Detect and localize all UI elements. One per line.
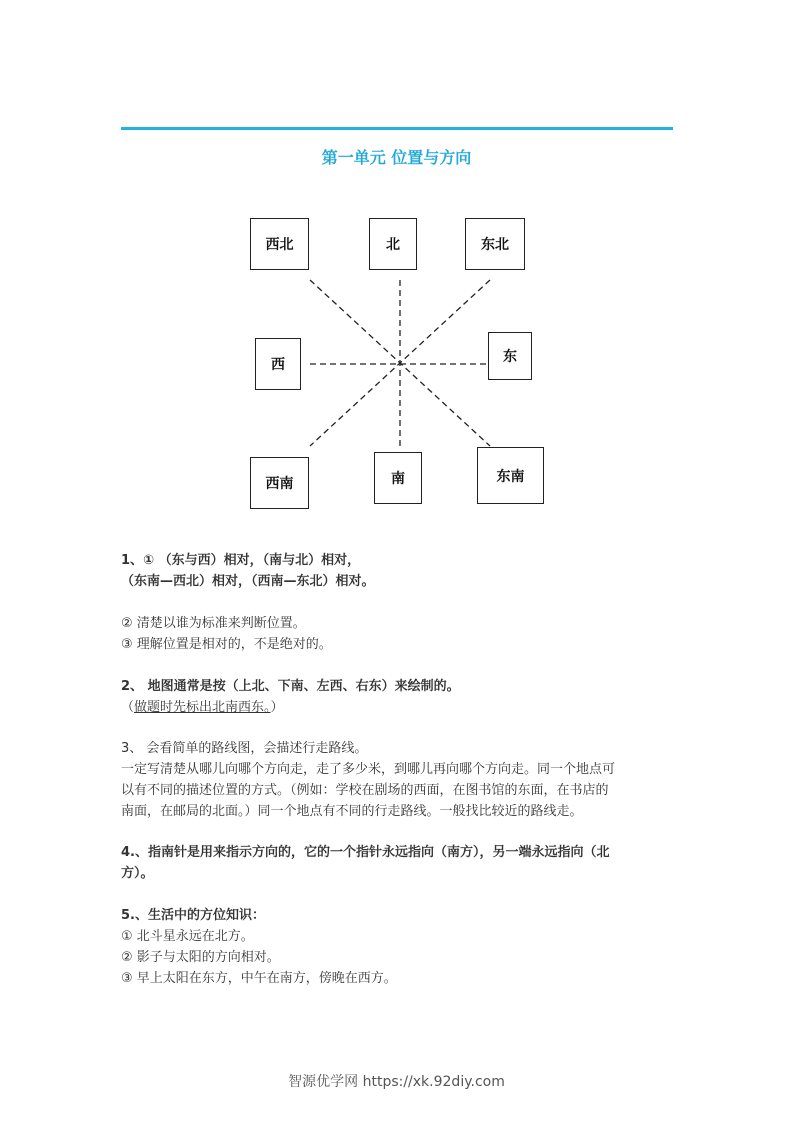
label-east: 东 <box>503 349 517 365</box>
box-northeast <box>465 218 525 270</box>
item-3-line-2: 一定写清楚从哪儿向哪个方向走，走了多少米，到哪儿再向哪个方向走。同一个地点可 <box>121 762 616 777</box>
label-north: 北 <box>386 237 400 253</box>
item-3 <box>121 738 681 822</box>
label-west: 西 <box>271 357 285 373</box>
item-2-line-1: 2、 地图通常是按（上北、下南、左西、右东）来绘制的。 <box>121 679 460 694</box>
item-5-line-1: 5.、生活中的方位知识： <box>121 908 265 923</box>
item-2-paren-close: ） <box>270 700 284 715</box>
page-title: 第一单元 位置与方向 <box>321 148 472 167</box>
box-east <box>488 332 532 380</box>
box-west <box>255 338 301 390</box>
item-2-line-2 <box>121 697 681 718</box>
item-2-paren-open: （ <box>121 700 135 715</box>
item-2-underlined-tip: 做题时先标出北南西东。 <box>134 700 271 715</box>
label-southeast: 东南 <box>496 468 525 485</box>
item-3-line-1: 3、 会看简单的路线图，会描述行走路线。 <box>121 741 368 756</box>
item-1 <box>121 550 681 655</box>
box-northwest <box>250 218 309 270</box>
item-5 <box>121 905 681 989</box>
box-southwest <box>250 457 309 509</box>
item-5-line-4: ③ 早上太阳在东方，中午在南方，傍晚在西方。 <box>121 971 397 986</box>
item-4-line-1: 4.、指南针是用来指示方向的，它的一个指针永远指向（南方），另一端永远指向（北 <box>121 845 610 860</box>
footer-watermark: 智源优学网 https://xk.92diy.com <box>288 1074 505 1090</box>
label-northwest: 西北 <box>265 237 294 253</box>
item-5-line-3: ② 影子与太阳的方向相对。 <box>121 950 280 965</box>
item-1-line-3: ② 清楚以谁为标准来判断位置。 <box>121 616 306 631</box>
label-southwest: 西南 <box>265 476 294 492</box>
box-southeast <box>477 447 544 504</box>
box-north <box>369 218 417 270</box>
item-4 <box>121 842 681 884</box>
item-1-line-2: （东南—西北）相对，（西南—东北）相对。 <box>121 574 375 589</box>
item-1-line-4: ③ 理解位置是相对的，不是绝对的。 <box>121 637 332 652</box>
label-south: 南 <box>391 471 405 487</box>
item-2 <box>121 676 681 718</box>
item-1-line-1: 1、① （东与西）相对，（南与北）相对， <box>121 553 361 568</box>
label-northeast: 东北 <box>481 237 509 253</box>
item-3-line-3: 以有不同的描述位置的方式。（例如：学校在剧场的西面，在图书馆的东面，在书店的 <box>121 783 609 798</box>
item-3-line-4: 南面，在邮局的北面。）同一个地点有不同的行走路线。一般找比较近的路线走。 <box>121 804 583 819</box>
item-4-line-2: 方）。 <box>121 866 154 881</box>
box-south <box>374 452 422 504</box>
item-5-line-2: ① 北斗星永远在北方。 <box>121 929 254 944</box>
